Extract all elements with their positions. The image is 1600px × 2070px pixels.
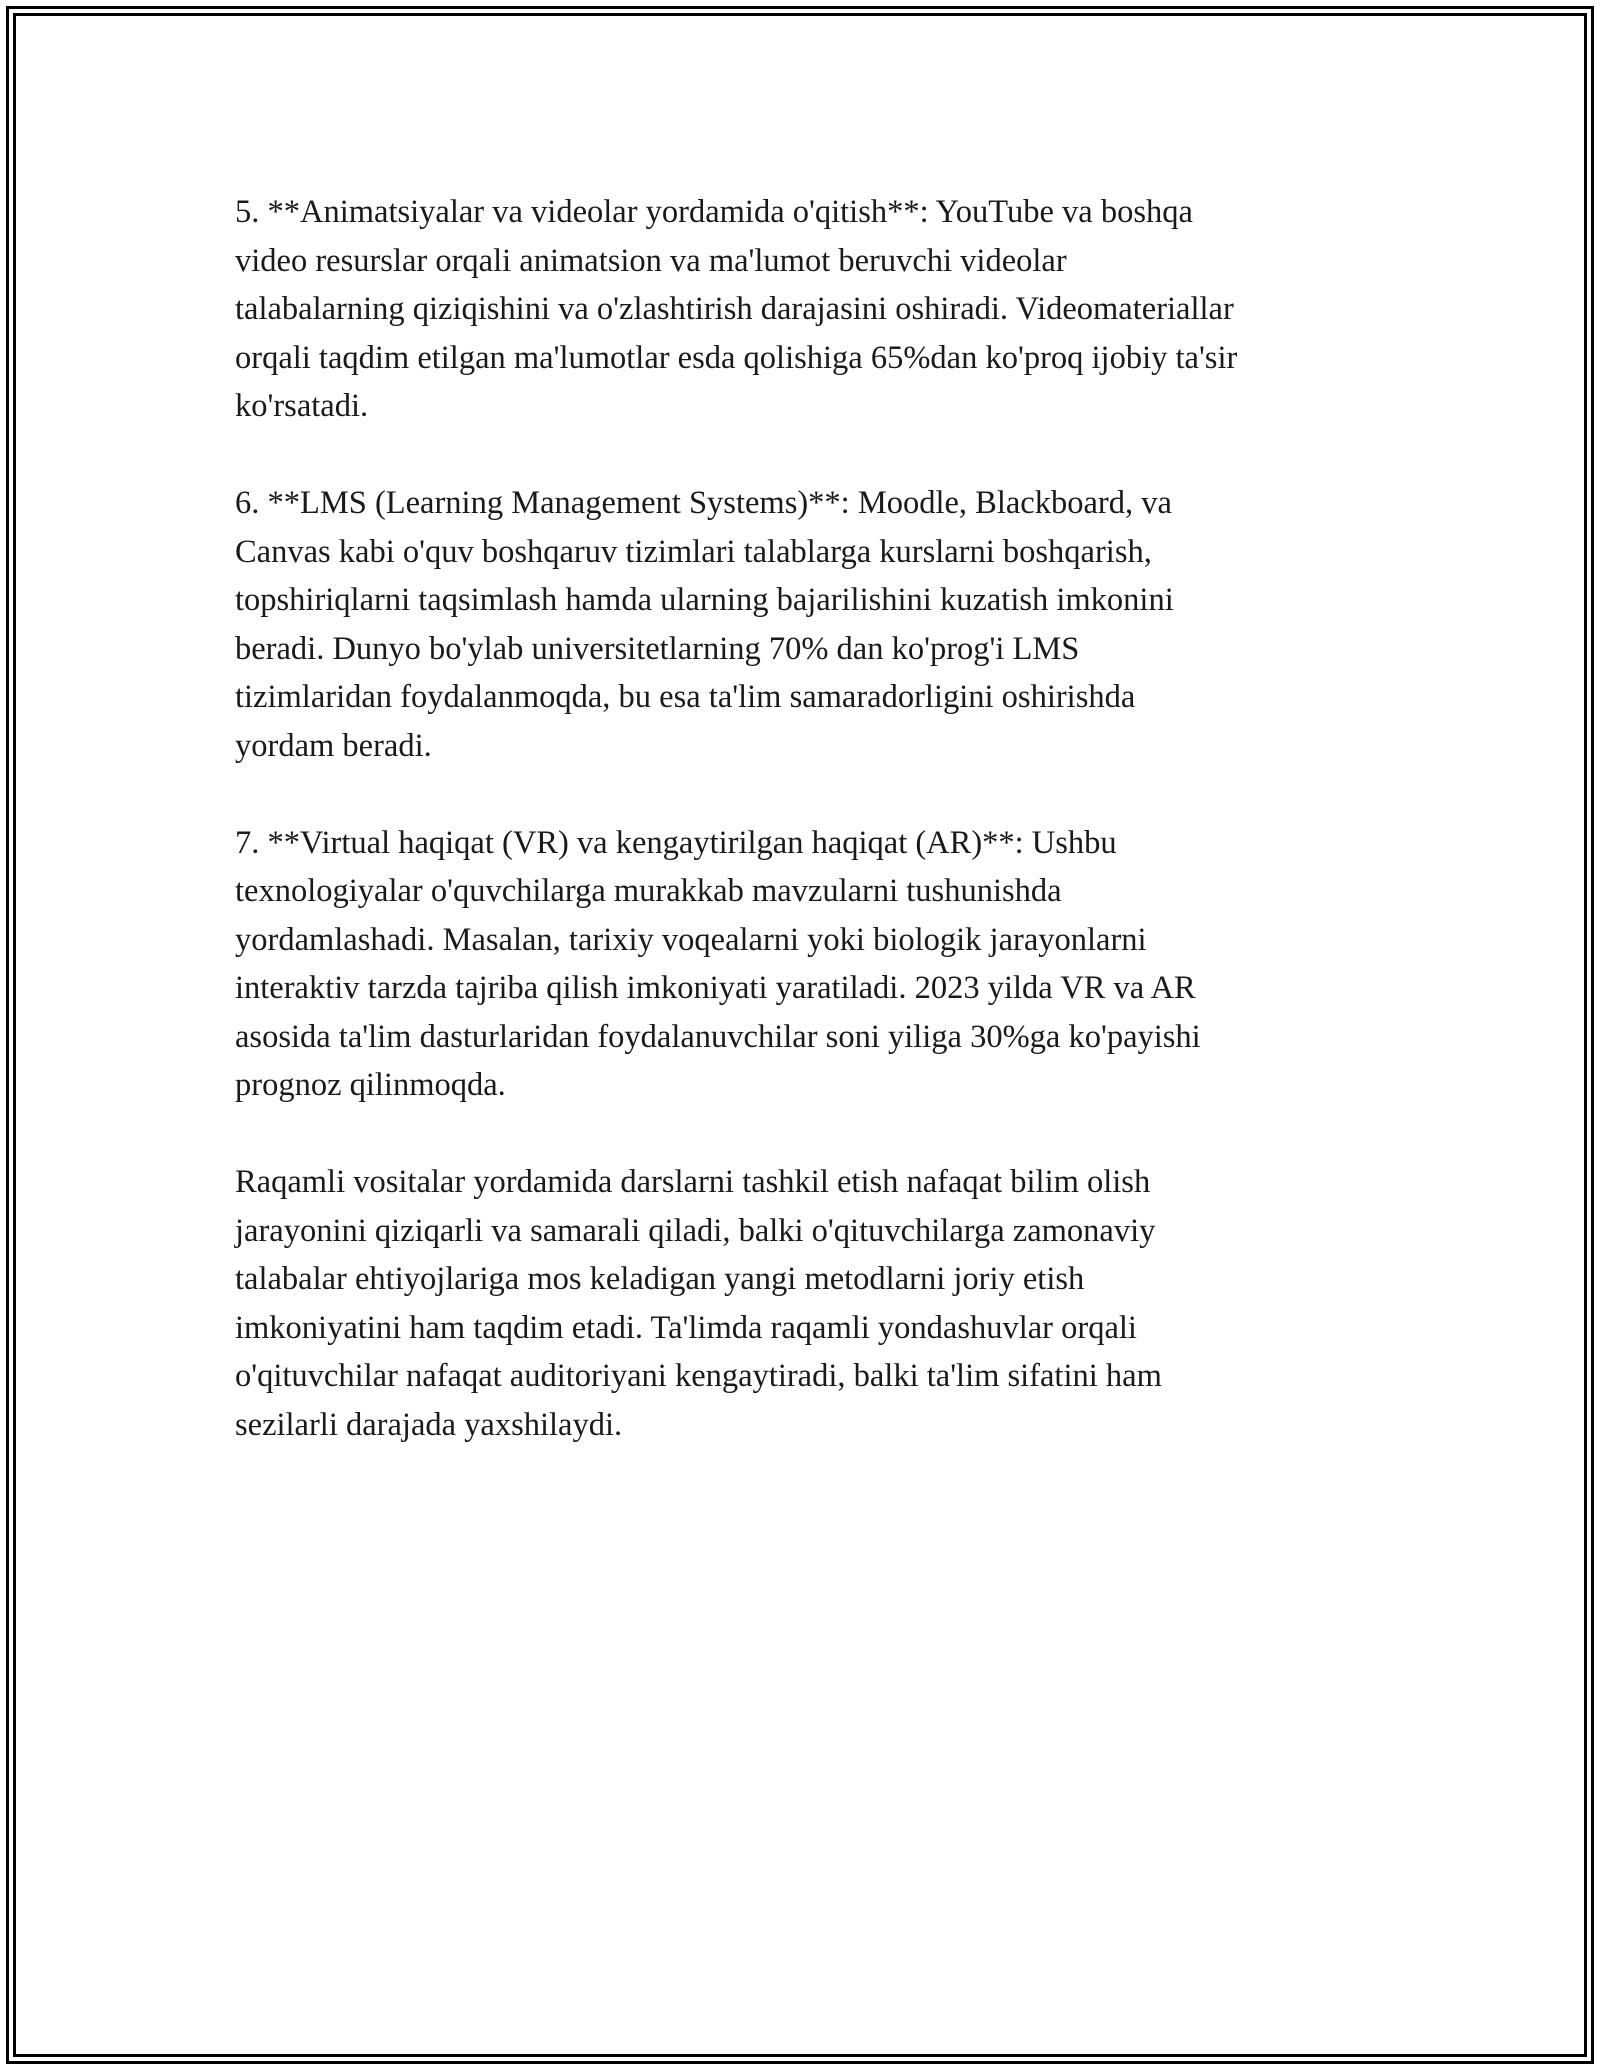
- paragraph-vr-ar: [235, 819, 1375, 1110]
- text-line: video resurslar orqali animatsion va ma'lumot beruvchi videolar: [235, 242, 1067, 279]
- text-line: beradi. Dunyo bo'ylab universitetlarning 70% dan ko'prog'i LMS: [235, 630, 1080, 667]
- text-line: texnologiyalar o'quvchilarga murakkab mavzularni tushunishda: [235, 873, 1062, 909]
- text-line: 6. **LMS (Learning Management Systems)**: Moodle, Blackboard, va: [235, 485, 1172, 521]
- text-line: Canvas kabi o'quv boshqaruv tizimlari talablarga kurslarni boshqarish,: [235, 533, 1152, 570]
- text-line: 7. **Virtual haqiqat (VR) va kengaytirilgan haqiqat (AR)**: Ushbu: [235, 824, 1117, 861]
- text-line: sezilarli darajada yaxshilaydi.: [235, 1406, 623, 1443]
- text-line: asosida ta'lim dasturlaridan foydalanuvchilar soni yiliga 30%ga ko'payishi: [235, 1018, 1201, 1055]
- text-line: o'qituvchilar nafaqat auditoriyani kengaytiradi, balki ta'lim sifatini ham: [235, 1358, 1162, 1394]
- text-line: talabalarning qiziqishini va o'zlashtirish darajasini oshiradi. Videomateriallar: [235, 291, 1234, 327]
- paragraph-animations-videos: [235, 188, 1375, 431]
- paragraph-lms: [235, 479, 1375, 770]
- text-line: orqali taqdim etilgan ma'lumotlar esda qolishiga 65%dan ko'proq ijobiy ta'sir: [235, 339, 1238, 376]
- text-line: 5. **Animatsiyalar va videolar yordamida o'qitish**: YouTube va boshqa: [235, 194, 1193, 230]
- text-line: talabalar ehtiyojlariga mos keladigan yangi metodlarni joriy etish: [235, 1261, 1085, 1297]
- text-line: yordam beradi.: [235, 727, 432, 764]
- text-line: imkoniyatini ham taqdim etadi. Ta'limda raqamli yondashuvlar orqali: [235, 1309, 1137, 1346]
- text-line: prognoz qilinmoqda.: [235, 1067, 506, 1103]
- text-line: yordamlashadi. Masalan, tarixiy voqealarni yoki biologik jarayonlarni: [235, 921, 1147, 958]
- text-line: topshiriqlarni taqsimlash hamda ularning bajarilishini kuzatish imkonini: [235, 582, 1174, 618]
- paragraph-conclusion: [235, 1158, 1375, 1449]
- text-line: jarayonini qiziqarli va samarali qiladi, balki o'qituvchilarga zamonaviy: [235, 1212, 1156, 1249]
- text-line: tizimlaridan foydalanmoqda, bu esa ta'lim samaradorligini oshirishda: [235, 679, 1136, 715]
- document-body: [235, 188, 1375, 1498]
- text-line: ko'rsatadi.: [235, 388, 369, 424]
- text-line: Raqamli vositalar yordamida darslarni tashkil etish nafaqat bilim olish: [235, 1164, 1151, 1200]
- text-line: interaktiv tarzda tajriba qilish imkoniyati yaratiladi. 2023 yilda VR va AR: [235, 970, 1196, 1006]
